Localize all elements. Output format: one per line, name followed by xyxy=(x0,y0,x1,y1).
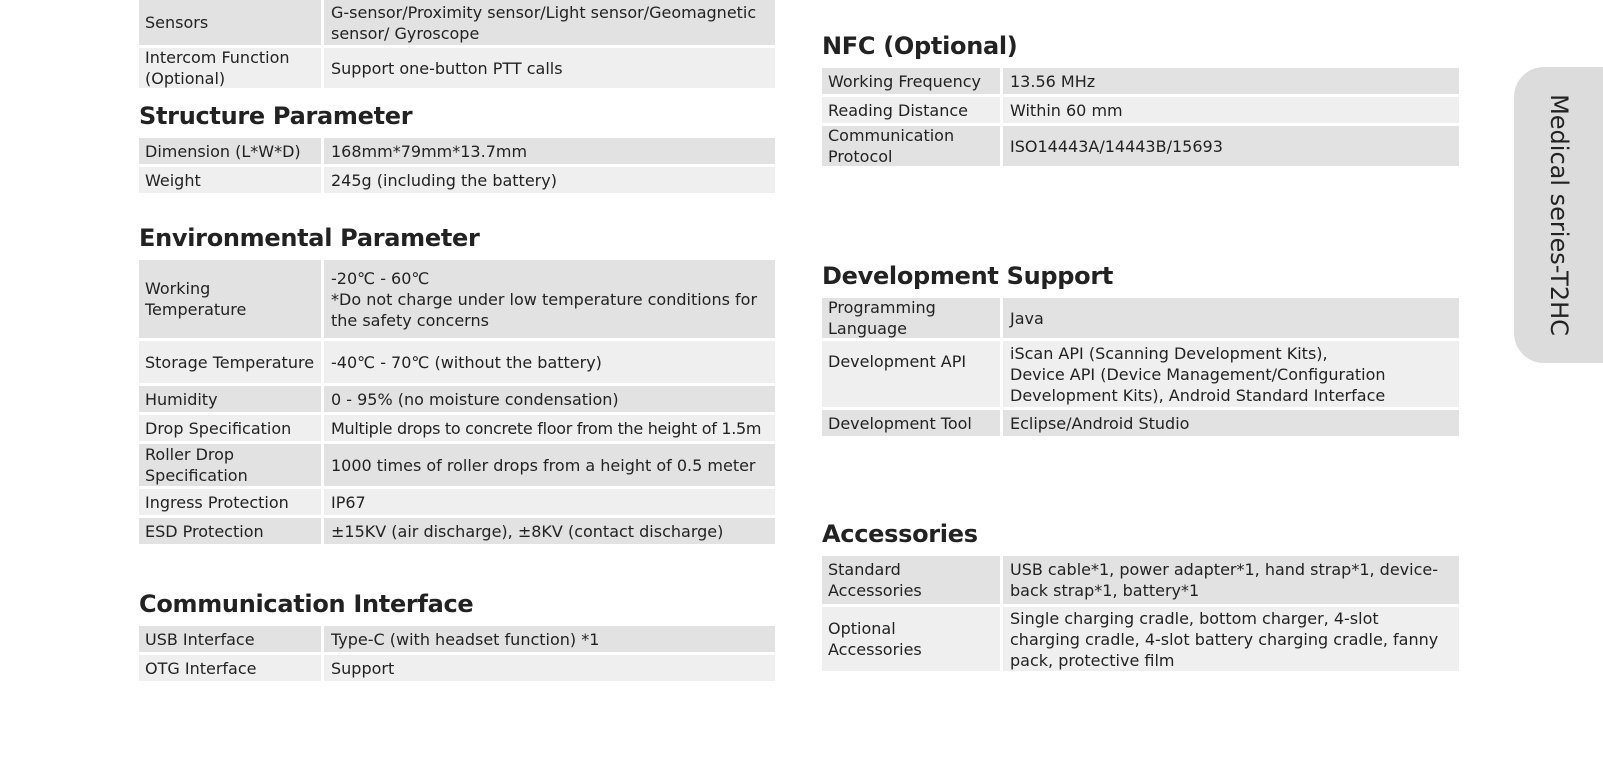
spec-value: Eclipse/Android Studio xyxy=(1003,410,1459,436)
spec-value: 1000 times of roller drops from a height of 0.5 meter xyxy=(324,444,775,486)
table-row xyxy=(139,138,775,164)
spec-value: Single charging cradle, bottom charger, 4-slot charging cradle, 4-slot battery charging cradle, fanny pack, protective film xyxy=(1003,607,1459,671)
section-title: NFC (Optional) xyxy=(822,32,1018,60)
spec-value: ISO14443A/14443B/15693 xyxy=(1003,126,1459,166)
spec-label: Development API xyxy=(822,341,1000,407)
spec-label: Humidity xyxy=(139,386,321,412)
table-row xyxy=(139,655,775,681)
spec-label: Development Tool xyxy=(822,410,1000,436)
table-row xyxy=(822,341,1459,407)
table-row xyxy=(822,607,1459,671)
table-row xyxy=(822,126,1459,166)
spec-label: Standard Accessories xyxy=(822,556,1000,604)
spec-value: Type-C (with headset function) *1 xyxy=(324,626,775,652)
side-tab-label: Medical series-T2HC xyxy=(1544,94,1573,336)
table-row xyxy=(139,386,775,412)
spec-label: Sensors xyxy=(139,0,321,45)
spec-value: Support one-button PTT calls xyxy=(324,48,775,88)
spec-label: Reading Distance xyxy=(822,97,1000,123)
section-title: Development Support xyxy=(822,262,1114,290)
spec-label: ESD Protection xyxy=(139,518,321,544)
accessories-section xyxy=(822,522,1459,674)
spec-value: 168mm*79mm*13.7mm xyxy=(324,138,775,164)
spec-value: 245g (including the battery) xyxy=(324,167,775,193)
spec-label: Working Frequency xyxy=(822,68,1000,94)
spec-value: ±15KV (air discharge), ±8KV (contact discharge) xyxy=(324,518,775,544)
development-section xyxy=(822,264,1459,439)
spec-value: Support xyxy=(324,655,775,681)
spec-value: G-sensor/Proximity sensor/Light sensor/Geomagnetic sensor/ Gyroscope xyxy=(324,0,775,45)
spec-value: 0 - 95% (no moisture condensation) xyxy=(324,386,775,412)
table-row xyxy=(139,489,775,515)
table-row xyxy=(822,298,1459,338)
table-row xyxy=(139,0,775,45)
spec-value: IP67 xyxy=(324,489,775,515)
table-row xyxy=(139,626,775,652)
spec-label: Dimension (L*W*D) xyxy=(139,138,321,164)
top-spec-table xyxy=(139,0,775,91)
table-row xyxy=(822,68,1459,94)
spec-label: USB Interface xyxy=(139,626,321,652)
nfc-section xyxy=(822,34,1459,169)
table-row xyxy=(139,260,775,338)
communication-section xyxy=(139,592,775,684)
spec-label: Working Temperature xyxy=(139,260,321,338)
section-title: Accessories xyxy=(822,520,978,548)
table-row xyxy=(139,341,775,383)
spec-label: Storage Temperature xyxy=(139,341,321,383)
spec-label: Intercom Function (Optional) xyxy=(139,48,321,88)
spec-value: USB cable*1, power adapter*1, hand strap*1, device-back strap*1, battery*1 xyxy=(1003,556,1459,604)
side-tab xyxy=(1514,67,1603,363)
section-title: Environmental Parameter xyxy=(139,224,480,252)
spec-label: Weight xyxy=(139,167,321,193)
table-row xyxy=(139,415,775,441)
table-row xyxy=(139,518,775,544)
environmental-section xyxy=(139,226,775,547)
spec-value: Java xyxy=(1003,298,1459,338)
spec-value: 13.56 MHz xyxy=(1003,68,1459,94)
spec-value: Multiple drops to concrete floor from the height of 1.5m xyxy=(324,415,775,441)
spec-value: -40℃ - 70℃ (without the battery) xyxy=(324,341,775,383)
spec-label: Programming Language xyxy=(822,298,1000,338)
table-row xyxy=(139,167,775,193)
table-row xyxy=(139,444,775,486)
spec-label: Optional Accessories xyxy=(822,607,1000,671)
spec-label: Roller Drop Specification xyxy=(139,444,321,486)
structure-section xyxy=(139,104,775,196)
spec-value: -20℃ - 60℃ *Do not charge under low temperature conditions for the safety concerns xyxy=(324,260,775,338)
table-row xyxy=(139,48,775,88)
spec-value: iScan API (Scanning Development Kits), Device API (Device Management/Configuration Development Kits), Android Standard Interface xyxy=(1003,341,1459,407)
spec-label: Ingress Protection xyxy=(139,489,321,515)
table-row xyxy=(822,556,1459,604)
section-title: Communication Interface xyxy=(139,590,474,618)
table-row xyxy=(822,97,1459,123)
spec-value: Within 60 mm xyxy=(1003,97,1459,123)
spec-label: Communication Protocol xyxy=(822,126,1000,166)
table-row xyxy=(822,410,1459,436)
spec-label: Drop Specification xyxy=(139,415,321,441)
section-title: Structure Parameter xyxy=(139,102,413,130)
spec-label: OTG Interface xyxy=(139,655,321,681)
